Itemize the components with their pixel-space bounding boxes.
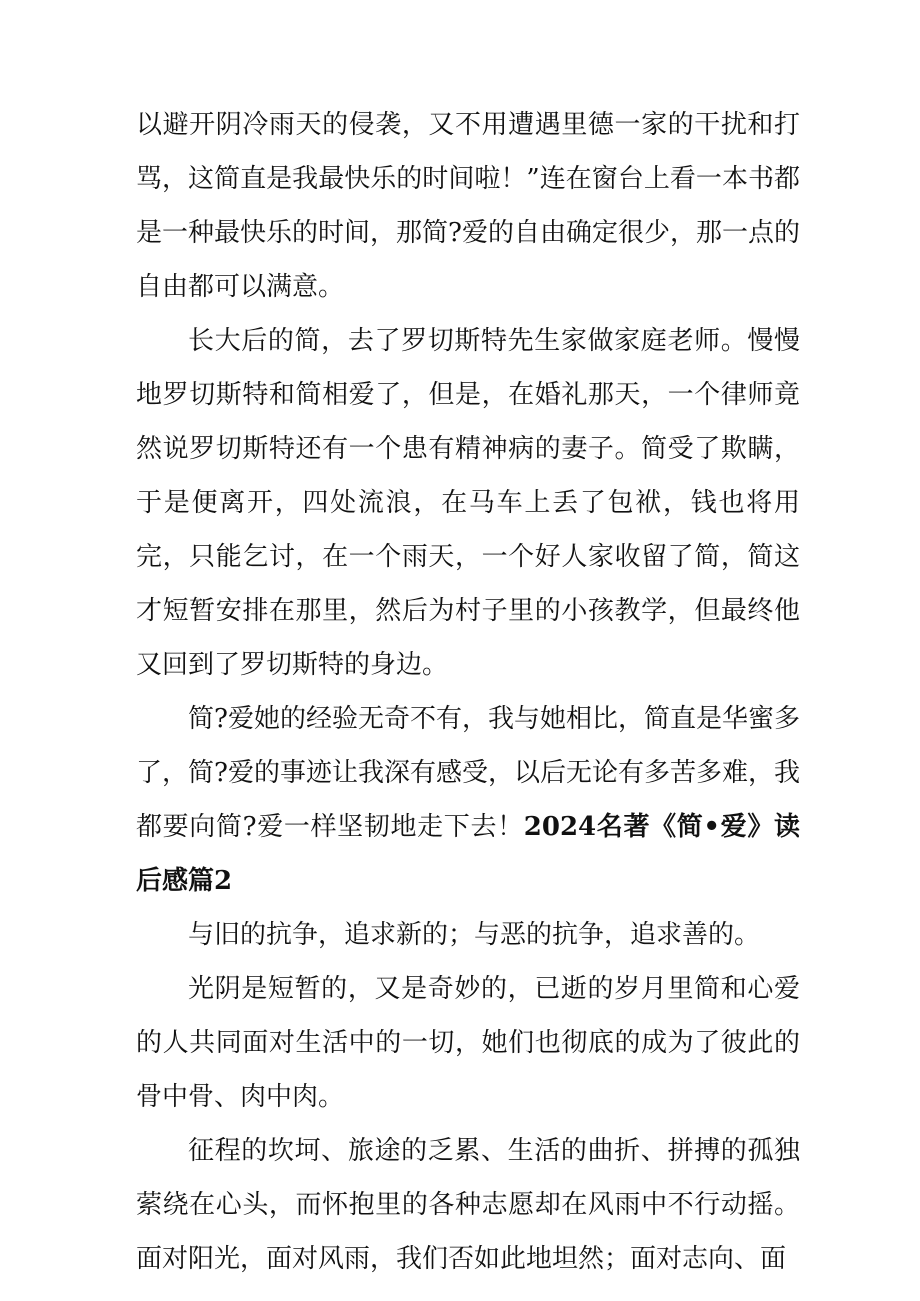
section-heading: 2024名著《简•爱》读后感篇2 xyxy=(136,812,800,896)
paragraph-6-text: 征程的坎坷、旅途的乏累、生活的曲折、拼搏的孤独萦绕在心头，而怀抱里的各种志愿却在风雨中不行动摇。面对阳光，面对风雨，我们否如此地坦然；面对志向、面 xyxy=(136,1136,800,1274)
paragraph-1-text: 以避开阴冷雨天的侵袭，又不用遭遇里德一家的干扰和打骂，这简直是我最快乐的时间啦！”连在窗台上看一本书都是一种最快乐的时间，那简?爱的自由确定很少，那一点的自由都可以满意。 xyxy=(136,110,800,302)
paragraph-3 xyxy=(136,692,800,908)
paragraph-2-text: 长大后的简，去了罗切斯特先生家做家庭老师。慢慢地罗切斯特和简相爱了，但是，在婚礼那天，一个律师竟然说罗切斯特还有一个患有精神病的妻子。简受了欺瞒，于是便离开，四处流浪，在马车上丢了包袱，钱也将用完，只能乞讨，在一个雨天，一个好人家收留了简，简这才短暂安排在那里，然后为村子里的小孩教学，但最终他又回到了罗切斯特的身边。 xyxy=(136,326,800,680)
paragraph-6 xyxy=(136,1124,800,1286)
paragraph-5-text: 光阴是短暂的，又是奇妙的，已逝的岁月里简和心爱的人共同面对生活中的一切，她们也彻底的成为了彼此的骨中骨、肉中肉。 xyxy=(136,974,800,1112)
paragraph-5 xyxy=(136,962,800,1124)
paragraph-1 xyxy=(136,98,800,314)
paragraph-4-text: 与旧的抗争，追求新的；与恶的抗争，追求善的。 xyxy=(188,920,761,950)
paragraph-2 xyxy=(136,314,800,692)
paragraph-3-text: 简?爱她的经验无奇不有，我与她相比，简直是华蜜多了，简?爱的事迹让我深有感受，以后无论有多苦多难，我都要向简?爱一样坚韧地走下去！ xyxy=(136,704,800,842)
paragraph-4 xyxy=(136,908,800,962)
document-body xyxy=(136,98,800,1286)
